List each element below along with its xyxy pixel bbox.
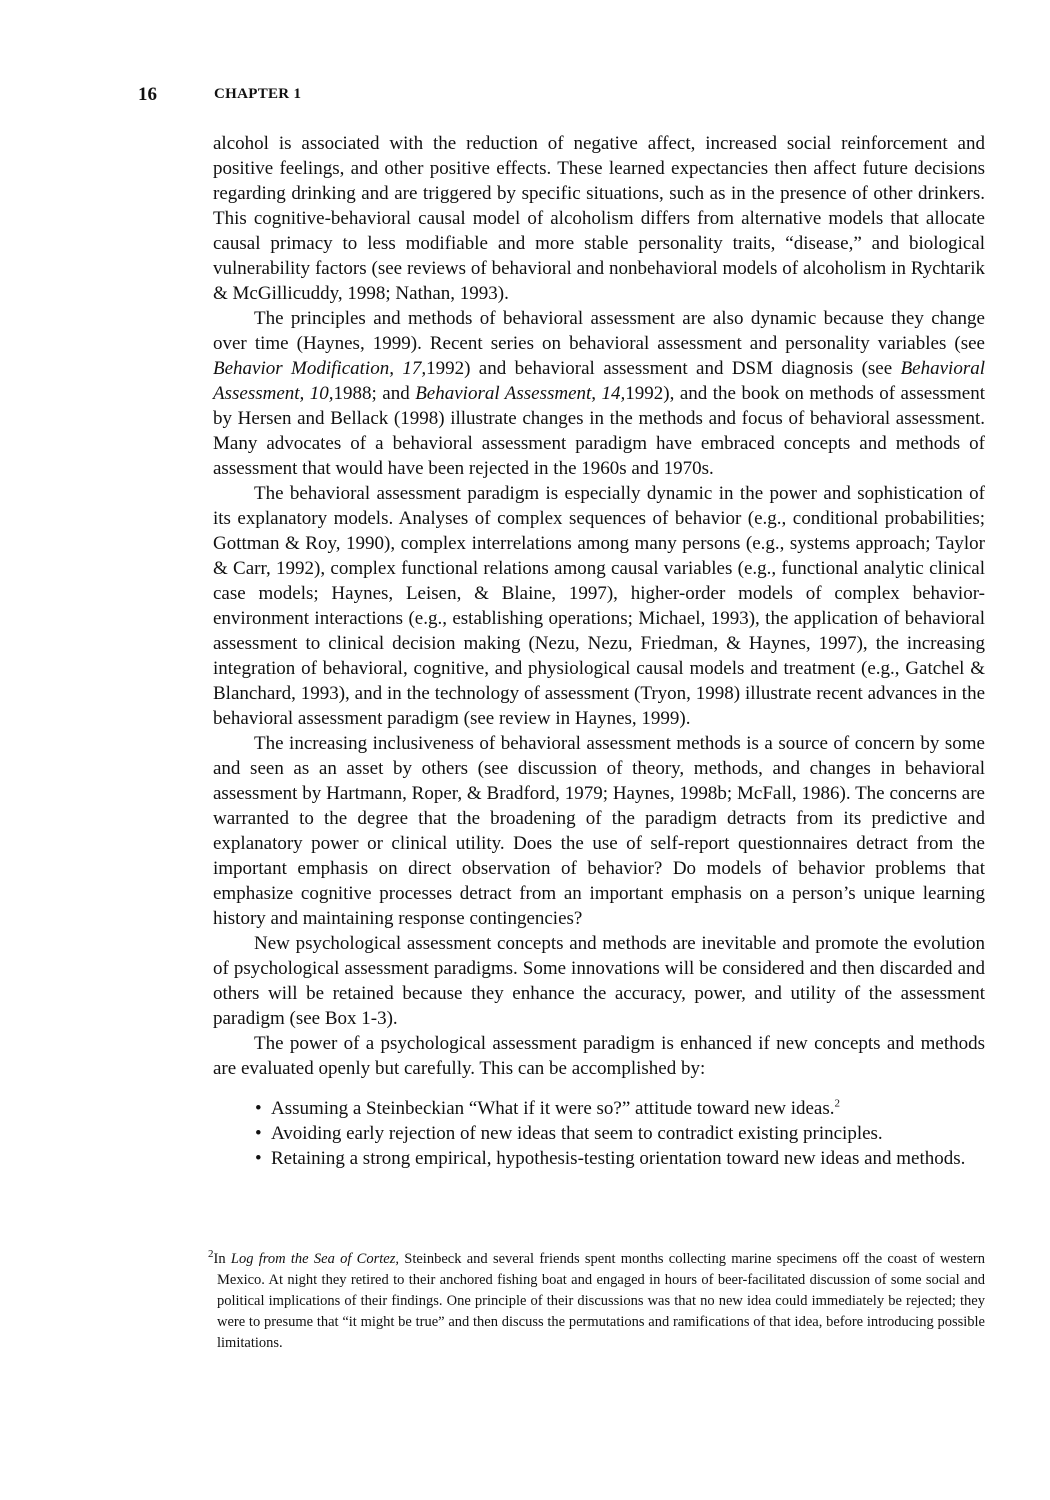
text-segment: The principles and methods of behavioral assessment are also dynamic because they change over time (Haynes, 1999). Recent series on behavioral assessment and personality variables (see — [213, 308, 985, 354]
text-segment: The behavioral assessment paradigm is especially dynamic in the power and sophistication of its explanatory models. Analyses of complex sequences of behavior (e.g., conditional probabilities; Gottman & Roy, 1990), complex interrelations among many persons (e.g., systems approach; Taylor & Carr, 1992), complex functional relations among causal variables (e.g., functional analytic clinical case models; Haynes, Leisen, & Blaine, 1997), higher-order models of complex behavior-environment interactions (e.g., establishing operations; Michael, 1993), the application of behavioral assessment to clinical decision making (Nezu, Nezu, Friedman, & Haynes, 1997), the increasing integration of behavioral, cognitive, and physiological causal models and treatment (e.g., Gatchel & Blanchard, 1993), and in the technology of assessment (Tryon, 1998) illustrate recent advances in the behavioral assessment paradigm (see review in Haynes, 1999). — [213, 483, 985, 729]
text-segment: New psychological assessment concepts and methods are inevitable and promote the evolution of psychological assessment paradigms. Some innovations will be considered and then discarded and others will be retained because they enhance the accuracy, power, and utility of the assessment paradigm (see Box 1-3). — [213, 933, 985, 1029]
bullet-marker: • — [255, 1148, 262, 1169]
italic-citation: Behavior Modification, 17, — [213, 358, 427, 379]
bullet-marker: • — [255, 1098, 262, 1119]
paragraph — [213, 306, 985, 481]
paragraph — [213, 931, 985, 1031]
text-segment: alcohol is associated with the reduction of negative affect, increased social reinforcement and positive feelings, and other positive effects. These learned expectancies then affect future decisions regarding drinking and are triggered by specific situations, such as in the presence of other drinkers. This cognitive-behavioral causal model of alcoholism differs from alternative models that allocate causal primacy to less modifiable and more stable personality traits, “disease,” and biological vulnerability factors (see reviews of behavioral and nonbehavioral models of alcoholism in Rychtarik & McGillicuddy, 1998; Nathan, 1993). — [213, 133, 985, 304]
running-header — [138, 84, 990, 108]
footnote — [208, 1249, 985, 1354]
bullet-item — [255, 1096, 985, 1121]
footnote-marker: 2 — [208, 1248, 214, 1261]
bullet-list — [213, 1096, 985, 1171]
chapter-heading: CHAPTER 1 — [214, 86, 302, 102]
text-segment: 1992) and behavioral assessment and DSM diagnosis (see — [426, 358, 901, 379]
text-segment: The increasing inclusiveness of behavioral assessment methods is a source of concern by some and seen as an asset by others (see discussion of theory, methods, and changes in behavioral assessment by Hartmann, Roper, & Bradford, 1979; Haynes, 1998b; McFall, 1986). The concerns are warranted to the degree that the broadening of the paradigm detracts from its predictive and explanatory power or clinical utility. Does the use of self-report questionnaires detract from the important emphasis on direct observation of behavior? Do models of behavior problems that emphasize cognitive processes detract from an important emphasis on a person’s unique learning history and maintaining response contingencies? — [213, 733, 985, 929]
page-number: 16 — [138, 84, 157, 105]
bullet-item — [255, 1146, 985, 1171]
bullet-text: Assuming a Steinbeckian “What if it were so?” attitude toward new ideas. — [271, 1098, 835, 1119]
bullet-text: Retaining a strong empirical, hypothesis-testing orientation toward new ideas and methods. — [271, 1148, 966, 1169]
italic-citation: Behavioral Assessment, 10, — [213, 358, 985, 404]
bullet-marker: • — [255, 1123, 262, 1144]
footnote-reference[interactable]: 2 — [834, 1097, 840, 1110]
text-segment: 1992), and the book on methods of assessment by Hersen and Bellack (1998) illustrate changes in the methods and focus of behavioral assessment. Many advocates of a behavioral assessment paradigm have embraced concepts and methods of assessment that would have been rejected in the 1960s and 1970s. — [213, 383, 985, 479]
footnote-lead: In — [213, 1251, 231, 1267]
bullet-item — [255, 1121, 985, 1146]
paragraph — [213, 131, 985, 306]
paragraph — [213, 1031, 985, 1081]
footnote-body — [208, 1249, 985, 1354]
bullet-text: Avoiding early rejection of new ideas that seem to contradict existing principles. — [271, 1123, 883, 1144]
footnote-book-title: Log from the Sea of Cortez, — [230, 1251, 399, 1267]
text-segment: The power of a psychological assessment paradigm is enhanced if new concepts and methods are evaluated openly but carefully. This can be accomplished by: — [213, 1033, 985, 1079]
paragraph — [213, 731, 985, 931]
text-segment: 1988; and — [333, 383, 416, 404]
body-text — [213, 131, 985, 1171]
italic-citation: Behavioral Assessment, 14, — [415, 383, 626, 404]
paragraph — [213, 481, 985, 731]
footnote-text: Steinbeck and several friends spent months collecting marine specimens off the coast of western Mexico. At night they retired to their anchored fishing boat and engaged in hours of beer-facilitated discussion of some social and political implications of their findings. One principle of their discussions was that no new idea could immediately be rejected; they were to presume that “it might be true” and then discuss the permutations and ramifications of that idea, before introducing possible limitations. — [217, 1251, 985, 1351]
